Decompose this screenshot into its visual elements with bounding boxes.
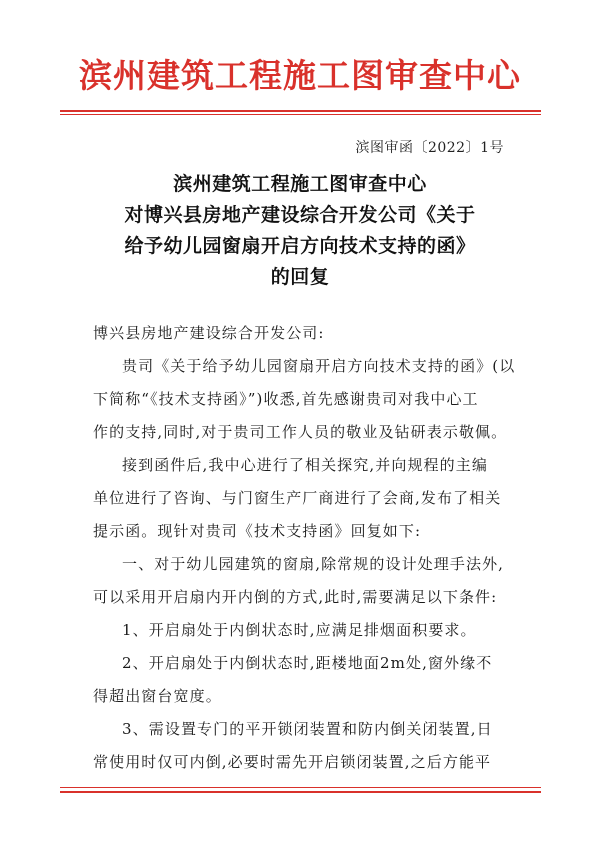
letterhead-title: 滨州建筑工程施工图审查中心 xyxy=(79,56,521,95)
body-line: 单位进行了咨询、与门窗生产厂商进行了会商,发布了相关 xyxy=(93,489,502,507)
footer-rule-thick xyxy=(60,791,541,793)
body-line: 接到函件后,我中心进行了相关探究,并向规程的主编 xyxy=(122,456,488,474)
footer-rule-thin xyxy=(60,787,541,788)
document-title-line: 滨州建筑工程施工图审查中心 xyxy=(173,173,427,195)
body-line: 2、开启扇处于内倒状态时,距楼地面2m处,窗外缘不 xyxy=(122,654,493,672)
body-line: 可以采用开启扇内开内倒的方式,此时,需要满足以下条件: xyxy=(93,588,498,606)
body-line: 得超出窗台宽度。 xyxy=(93,687,222,705)
salutation: 博兴县房地产建设综合开发公司: xyxy=(93,324,325,342)
body-line: 3、需设置专门的平开锁闭装置和防内倒关闭装置,日 xyxy=(122,720,493,738)
document-number: 滨图审函〔2022〕1号 xyxy=(355,140,504,156)
body-line: 作的支持,同时,对于贵司工作人员的敬业及钻研表示敬佩。 xyxy=(93,423,508,441)
body-line: 常使用时仅可内倒,必要时需先开启锁闭装置,之后方能平 xyxy=(93,753,492,771)
letterhead-rule-thin xyxy=(60,114,541,115)
document-title-line: 的回复 xyxy=(270,266,330,288)
document-title-line: 给予幼儿园窗扇开启方向技术支持的函》 xyxy=(124,235,476,257)
body-line: 提示函。现针对贵司《技术支持函》回复如下: xyxy=(93,522,422,540)
letterhead-rule-thick xyxy=(60,110,541,112)
body-line: 1、开启扇处于内倒状态时,应满足排烟面积要求。 xyxy=(122,621,477,639)
body-line: 一、对于幼儿园建筑的窗扇,除常规的设计处理手法外, xyxy=(122,555,505,573)
body-line: 下简称“《技术支持函》”)收悉,首先感谢贵司对我中心工 xyxy=(93,390,479,408)
body-line: 贵司《关于给予幼儿园窗扇开启方向技术支持的函》(以 xyxy=(122,357,516,375)
document-title-line: 对博兴县房地产建设综合开发公司《关于 xyxy=(124,204,476,226)
